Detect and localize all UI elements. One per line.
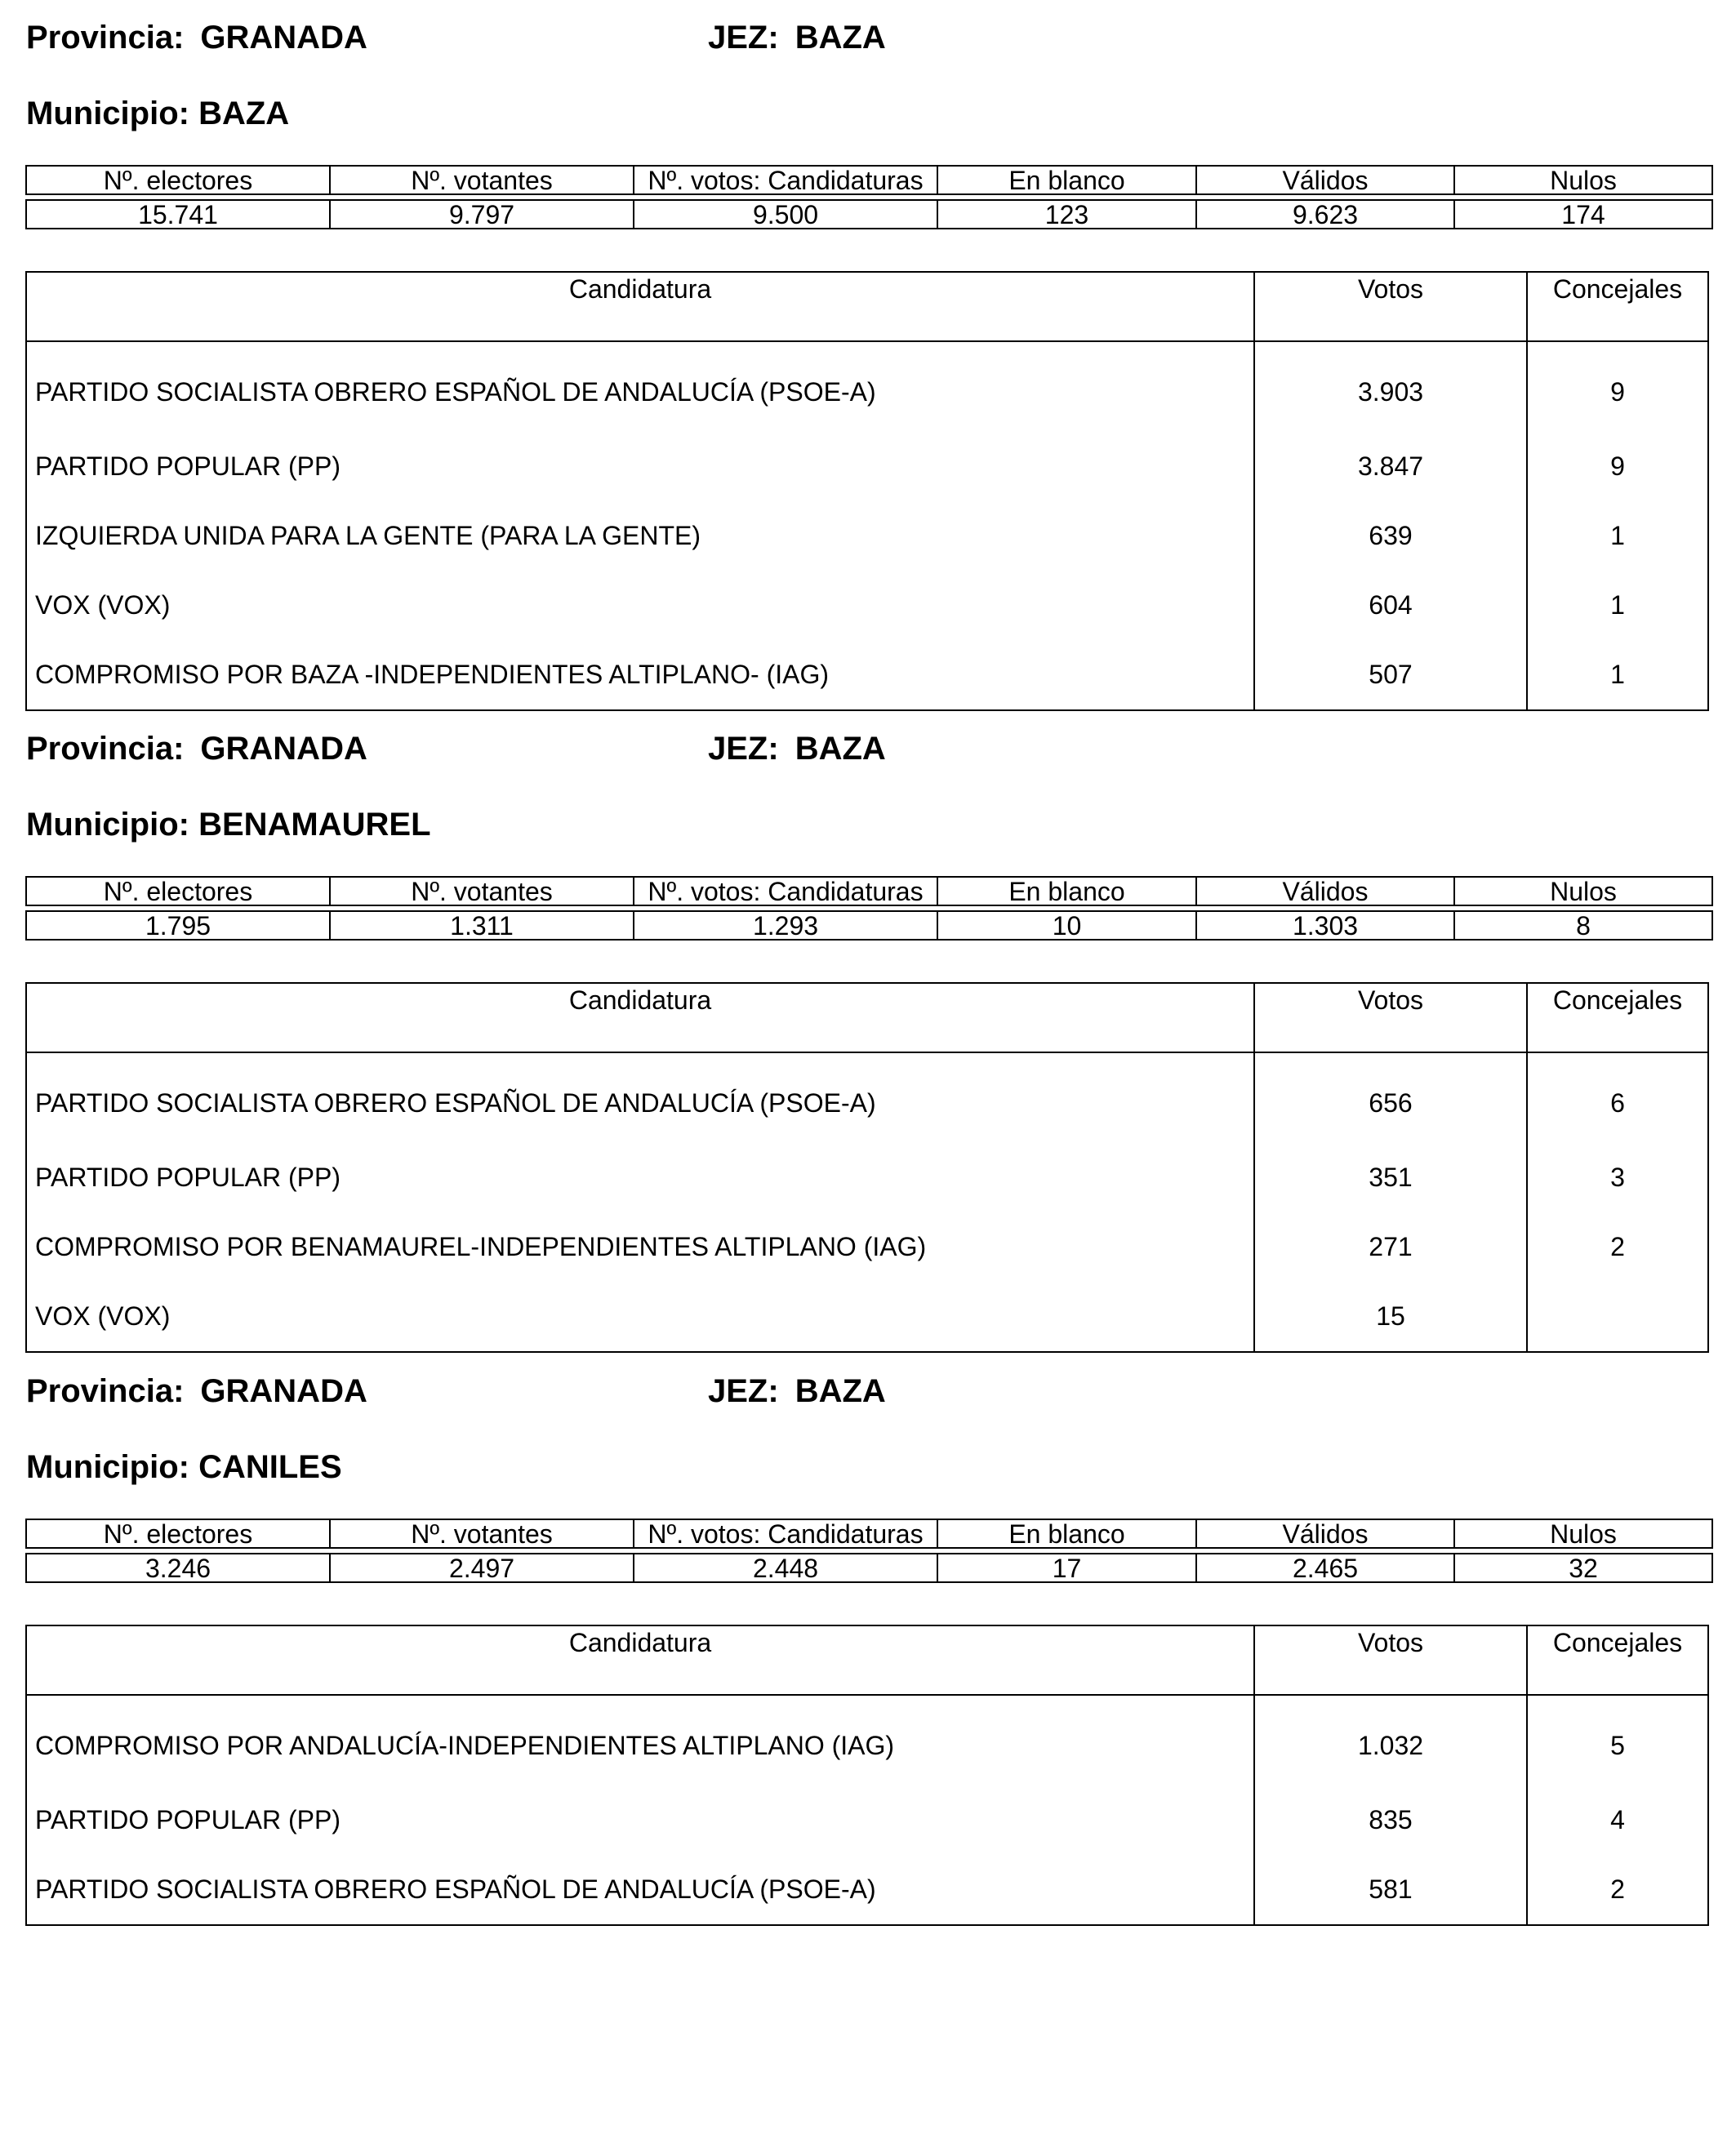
- candidatura-concejales: 3: [1527, 1143, 1708, 1212]
- municipio-header: [26, 94, 289, 133]
- municipio-value: CANILES: [198, 1449, 342, 1485]
- candidatura-name: PARTIDO POPULAR (PP): [26, 1143, 1254, 1212]
- candidatura-name: IZQUIERDA UNIDA PARA LA GENTE (PARA LA GENTE): [26, 501, 1254, 571]
- stats-value-cell: 32: [1454, 1554, 1712, 1582]
- provincia-label: Provincia:: [26, 1373, 185, 1409]
- stats-header-cell: Válidos: [1196, 166, 1454, 194]
- candidaturas-header-cell: Candidatura: [26, 272, 1254, 341]
- stats-header-row: [26, 1519, 1712, 1548]
- candidatura-votos: 604: [1254, 571, 1527, 640]
- candidaturas-header-row: [26, 983, 1708, 1052]
- candidaturas-table: [25, 982, 1709, 1353]
- candidatura-votos: 15: [1254, 1282, 1527, 1352]
- stats-value-cell: 15.741: [26, 200, 330, 229]
- candidatura-votos: 835: [1254, 1785, 1527, 1855]
- candidaturas-header-cell: Candidatura: [26, 1625, 1254, 1695]
- stats-header-cell: En blanco: [937, 166, 1196, 194]
- stats-value-cell: 1.795: [26, 911, 330, 940]
- jez-label: JEZ:: [708, 1373, 779, 1409]
- candidatura-concejales: 4: [1527, 1785, 1708, 1855]
- municipio-value: BAZA: [198, 96, 290, 131]
- stats-header-row: [26, 166, 1712, 194]
- stats-value-cell: 2.448: [634, 1554, 937, 1582]
- candidatura-votos: 581: [1254, 1855, 1527, 1925]
- candidatura-name: PARTIDO POPULAR (PP): [26, 1785, 1254, 1855]
- stats-header-cell: Válidos: [1196, 877, 1454, 905]
- stats-header-cell: Nº. electores: [26, 166, 330, 194]
- jez-header: [708, 18, 886, 57]
- candidatura-votos: 271: [1254, 1212, 1527, 1282]
- candidatura-name: VOX (VOX): [26, 1282, 1254, 1352]
- jez-header: [708, 1372, 886, 1411]
- candidatura-votos: 1.032: [1254, 1695, 1527, 1785]
- stats-table: [25, 1519, 1713, 1583]
- stats-value-cell: 174: [1454, 200, 1712, 229]
- municipio-label: Municipio:: [26, 807, 189, 843]
- stats-header-cell: Nº. votantes: [330, 1519, 634, 1548]
- candidatura-concejales: 1: [1527, 571, 1708, 640]
- candidaturas-header-cell: Votos: [1254, 1625, 1527, 1695]
- candidatura-concejales: 5: [1527, 1695, 1708, 1785]
- candidatura-row: [26, 640, 1708, 710]
- candidatura-row: [26, 571, 1708, 640]
- provincia-header: [26, 18, 367, 57]
- stats-header-cell: En blanco: [937, 1519, 1196, 1548]
- candidaturas-table: [25, 271, 1709, 711]
- candidatura-concejales: [1527, 1282, 1708, 1352]
- municipio-label: Municipio:: [26, 96, 189, 131]
- candidatura-name: VOX (VOX): [26, 571, 1254, 640]
- candidatura-concejales: 9: [1527, 432, 1708, 501]
- municipio-section: [0, 18, 1736, 689]
- stats-header-cell: Nº. votos: Candidaturas: [634, 1519, 937, 1548]
- stats-header-cell: Nº. votos: Candidaturas: [634, 877, 937, 905]
- candidatura-row: [26, 432, 1708, 501]
- candidatura-row: [26, 1282, 1708, 1352]
- candidatura-name: COMPROMISO POR ANDALUCÍA-INDEPENDIENTES ALTIPLANO (IAG): [26, 1695, 1254, 1785]
- candidatura-votos: 351: [1254, 1143, 1527, 1212]
- stats-value-cell: 10: [937, 911, 1196, 940]
- stats-header-cell: Nº. votantes: [330, 166, 634, 194]
- stats-header-cell: En blanco: [937, 877, 1196, 905]
- stats-value-cell: 2.497: [330, 1554, 634, 1582]
- provincia-value: GRANADA: [200, 731, 367, 767]
- candidaturas-header-cell: Votos: [1254, 272, 1527, 341]
- candidatura-row: [26, 1695, 1708, 1785]
- candidatura-votos: 3.903: [1254, 341, 1527, 432]
- jez-value: BAZA: [795, 20, 886, 56]
- stats-value-cell: 3.246: [26, 1554, 330, 1582]
- provincia-value: GRANADA: [200, 1373, 367, 1409]
- candidaturas-table: [25, 1625, 1709, 1926]
- candidatura-name: PARTIDO SOCIALISTA OBRERO ESPAÑOL DE ANDALUCÍA (PSOE-A): [26, 341, 1254, 432]
- candidaturas-header-cell: Candidatura: [26, 983, 1254, 1052]
- provincia-header: [26, 1372, 367, 1411]
- candidatura-row: [26, 1212, 1708, 1282]
- provincia-header: [26, 729, 367, 768]
- stats-value-row: [26, 1554, 1712, 1582]
- candidatura-votos: 507: [1254, 640, 1527, 710]
- candidaturas-header-cell: Concejales: [1527, 983, 1708, 1052]
- provincia-label: Provincia:: [26, 20, 185, 56]
- candidatura-row: [26, 501, 1708, 571]
- candidatura-row: [26, 1052, 1708, 1143]
- candidaturas-header-cell: Concejales: [1527, 272, 1708, 341]
- stats-value-row: [26, 911, 1712, 940]
- stats-value-cell: 1.311: [330, 911, 634, 940]
- stats-value-cell: 1.293: [634, 911, 937, 940]
- candidaturas-header-row: [26, 272, 1708, 341]
- jez-value: BAZA: [795, 731, 886, 767]
- municipio-section: [0, 729, 1736, 1350]
- stats-header-cell: Válidos: [1196, 1519, 1454, 1548]
- jez-label: JEZ:: [708, 731, 779, 767]
- jez-header: [708, 729, 886, 768]
- municipio-value: BENAMAUREL: [198, 807, 431, 843]
- candidatura-concejales: 9: [1527, 341, 1708, 432]
- municipio-header: [26, 1447, 342, 1487]
- stats-table: [25, 165, 1713, 229]
- candidatura-votos: 3.847: [1254, 432, 1527, 501]
- stats-header-cell: Nº. electores: [26, 1519, 330, 1548]
- candidatura-row: [26, 341, 1708, 432]
- candidatura-row: [26, 1855, 1708, 1925]
- candidaturas-header-cell: Concejales: [1527, 1625, 1708, 1695]
- stats-value-cell: 9.797: [330, 200, 634, 229]
- candidatura-row: [26, 1785, 1708, 1855]
- provincia-label: Provincia:: [26, 731, 185, 767]
- candidatura-concejales: 1: [1527, 640, 1708, 710]
- stats-header-row: [26, 877, 1712, 905]
- stats-table: [25, 876, 1713, 941]
- stats-value-cell: 9.500: [634, 200, 937, 229]
- candidatura-name: PARTIDO POPULAR (PP): [26, 432, 1254, 501]
- stats-value-cell: 1.303: [1196, 911, 1454, 940]
- candidatura-votos: 639: [1254, 501, 1527, 571]
- candidaturas-header-row: [26, 1625, 1708, 1695]
- stats-header-cell: Nulos: [1454, 1519, 1712, 1548]
- municipio-header: [26, 805, 431, 844]
- candidatura-concejales: 2: [1527, 1212, 1708, 1282]
- stats-header-cell: Nulos: [1454, 166, 1712, 194]
- candidatura-concejales: 6: [1527, 1052, 1708, 1143]
- stats-value-cell: 8: [1454, 911, 1712, 940]
- candidatura-name: COMPROMISO POR BENAMAUREL-INDEPENDIENTES ALTIPLANO (IAG): [26, 1212, 1254, 1282]
- stats-header-cell: Nº. votos: Candidaturas: [634, 166, 937, 194]
- jez-value: BAZA: [795, 1373, 886, 1409]
- stats-header-cell: Nulos: [1454, 877, 1712, 905]
- provincia-value: GRANADA: [200, 20, 367, 56]
- stats-value-cell: 17: [937, 1554, 1196, 1582]
- stats-header-cell: Nº. electores: [26, 877, 330, 905]
- candidatura-name: PARTIDO SOCIALISTA OBRERO ESPAÑOL DE ANDALUCÍA (PSOE-A): [26, 1052, 1254, 1143]
- municipio-section: [0, 1372, 1736, 1992]
- stats-value-cell: 123: [937, 200, 1196, 229]
- candidatura-concejales: 2: [1527, 1855, 1708, 1925]
- municipio-label: Municipio:: [26, 1449, 189, 1485]
- candidatura-row: [26, 1143, 1708, 1212]
- candidaturas-header-cell: Votos: [1254, 983, 1527, 1052]
- candidatura-name: COMPROMISO POR BAZA -INDEPENDIENTES ALTIPLANO- (IAG): [26, 640, 1254, 710]
- candidatura-name: PARTIDO SOCIALISTA OBRERO ESPAÑOL DE ANDALUCÍA (PSOE-A): [26, 1855, 1254, 1925]
- candidatura-concejales: 1: [1527, 501, 1708, 571]
- stats-header-cell: Nº. votantes: [330, 877, 634, 905]
- jez-label: JEZ:: [708, 20, 779, 56]
- stats-value-cell: 9.623: [1196, 200, 1454, 229]
- candidatura-votos: 656: [1254, 1052, 1527, 1143]
- stats-value-row: [26, 200, 1712, 229]
- stats-value-cell: 2.465: [1196, 1554, 1454, 1582]
